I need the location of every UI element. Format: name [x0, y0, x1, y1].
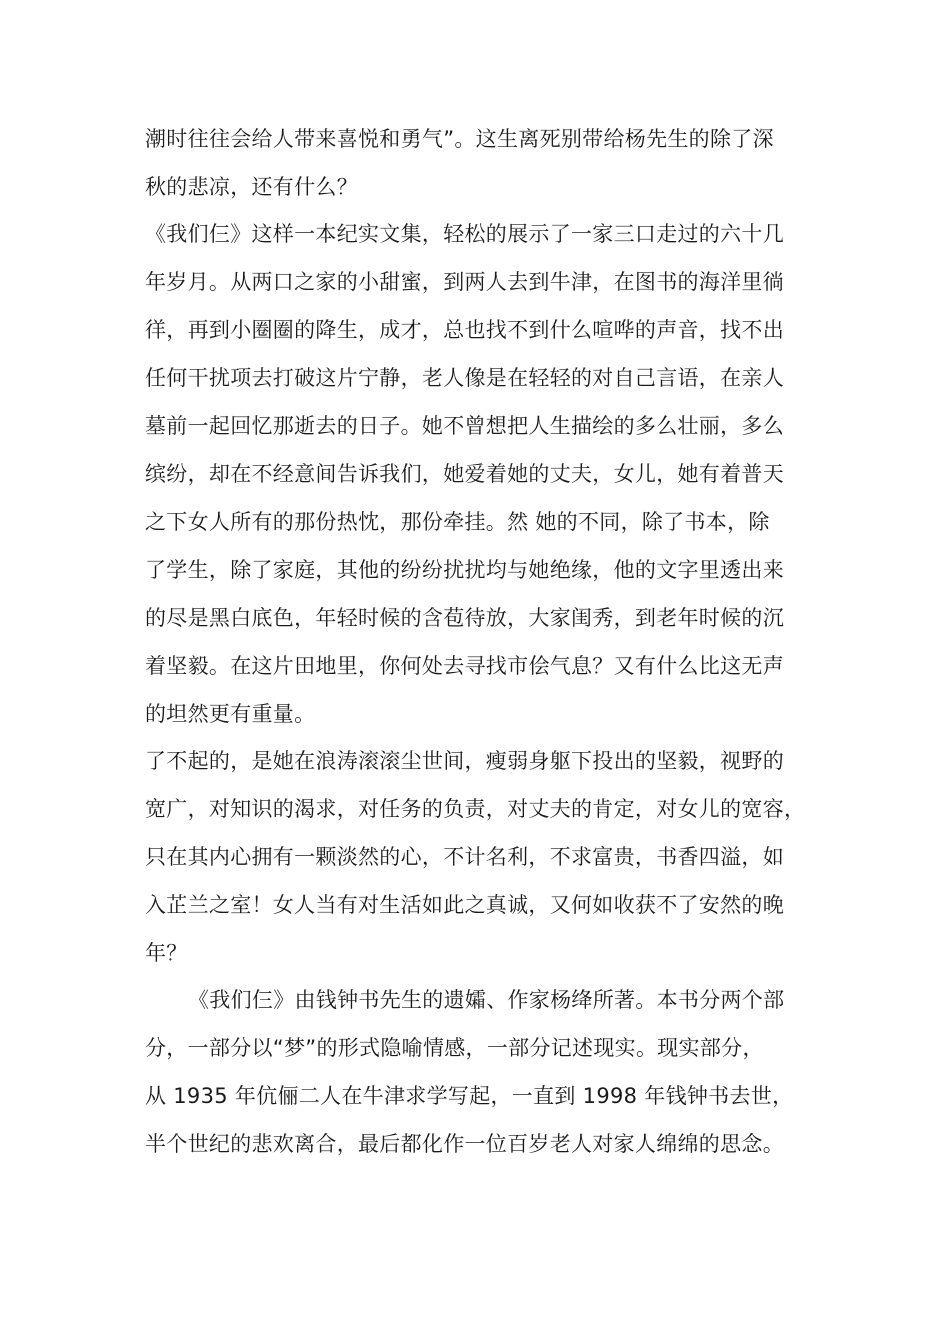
text-line: 只在其内心拥有一颗淡然的心，不计名利，不求富贵，书香四溢，如 — [145, 845, 784, 869]
text-line: 半个世纪的悲欢离合，最后都化作一位百岁老人对家人绵绵的思念。 — [145, 1132, 784, 1156]
text-line: 着坚毅。在这片田地里，你何处去寻找市侩气息？又有什么比这无声 — [145, 654, 784, 678]
text-line: 从 1935 年伉俪二人在牛津求学写起，一直到 1998 年钱钟书去世， — [145, 1084, 794, 1108]
text-line: 年岁月。从两口之家的小甜蜜，到两人去到牛津，在图书的海洋里徜 — [145, 270, 784, 294]
text-line: 的坦然更有重量。 — [145, 702, 316, 726]
text-line: 《我们仨》这样一本纪实文集，轻松的展示了一家三口走过的六十几 — [145, 222, 784, 246]
text-line: 《我们仨》由钱钟书先生的遗孀、作家杨绛所著。本书分两个部 — [188, 988, 785, 1012]
text-line: 宽广，对知识的渴求，对任务的负责，对丈夫的肯定，对女儿的宽容， — [145, 797, 806, 821]
text-line: 任何干扰项去打破这片宁静，老人像是在轻轻的对自己言语，在亲人 — [145, 366, 784, 390]
text-line: 墓前一起回忆那逝去的日子。她不曾想把人生描绘的多么壮丽，多么 — [145, 414, 784, 438]
text-line: 缤纷，却在不经意间告诉我们，她爱着她的丈夫，女儿，她有着普天 — [145, 462, 784, 486]
text-line: 之下女人所有的那份热忱，那份牵挂。然 她的不同，除了书本，除 — [145, 510, 770, 534]
text-line: 的尽是黑白底色，年轻时候的含苞待放，大家闺秀，到老年时候的沉 — [145, 606, 784, 630]
text-line: 秋的悲凉，还有什么？ — [145, 175, 358, 199]
text-line: 入芷兰之室！女人当有对生活如此之真诚，又何如收获不了安然的晚 — [145, 893, 784, 917]
text-line: 徉，再到小圈圈的降生，成才，总也找不到什么喧哗的声音，找不出 — [145, 318, 784, 342]
text-line: 了不起的，是她在浪涛滚滚尘世间，瘦弱身躯下投出的坚毅，视野的 — [145, 749, 784, 773]
text-line: 年？ — [145, 941, 188, 965]
text-line: 了学生，除了家庭，其他的纷纷扰扰均与她绝缘，他的文字里透出来 — [145, 558, 784, 582]
text-line: 分，一部分以“梦”的形式隐喻情感，一部分记述现实。现实部分， — [145, 1036, 764, 1060]
text-line: 潮时往往会给人带来喜悦和勇气”。这生离死别带给杨先生的除了深 — [145, 127, 774, 151]
